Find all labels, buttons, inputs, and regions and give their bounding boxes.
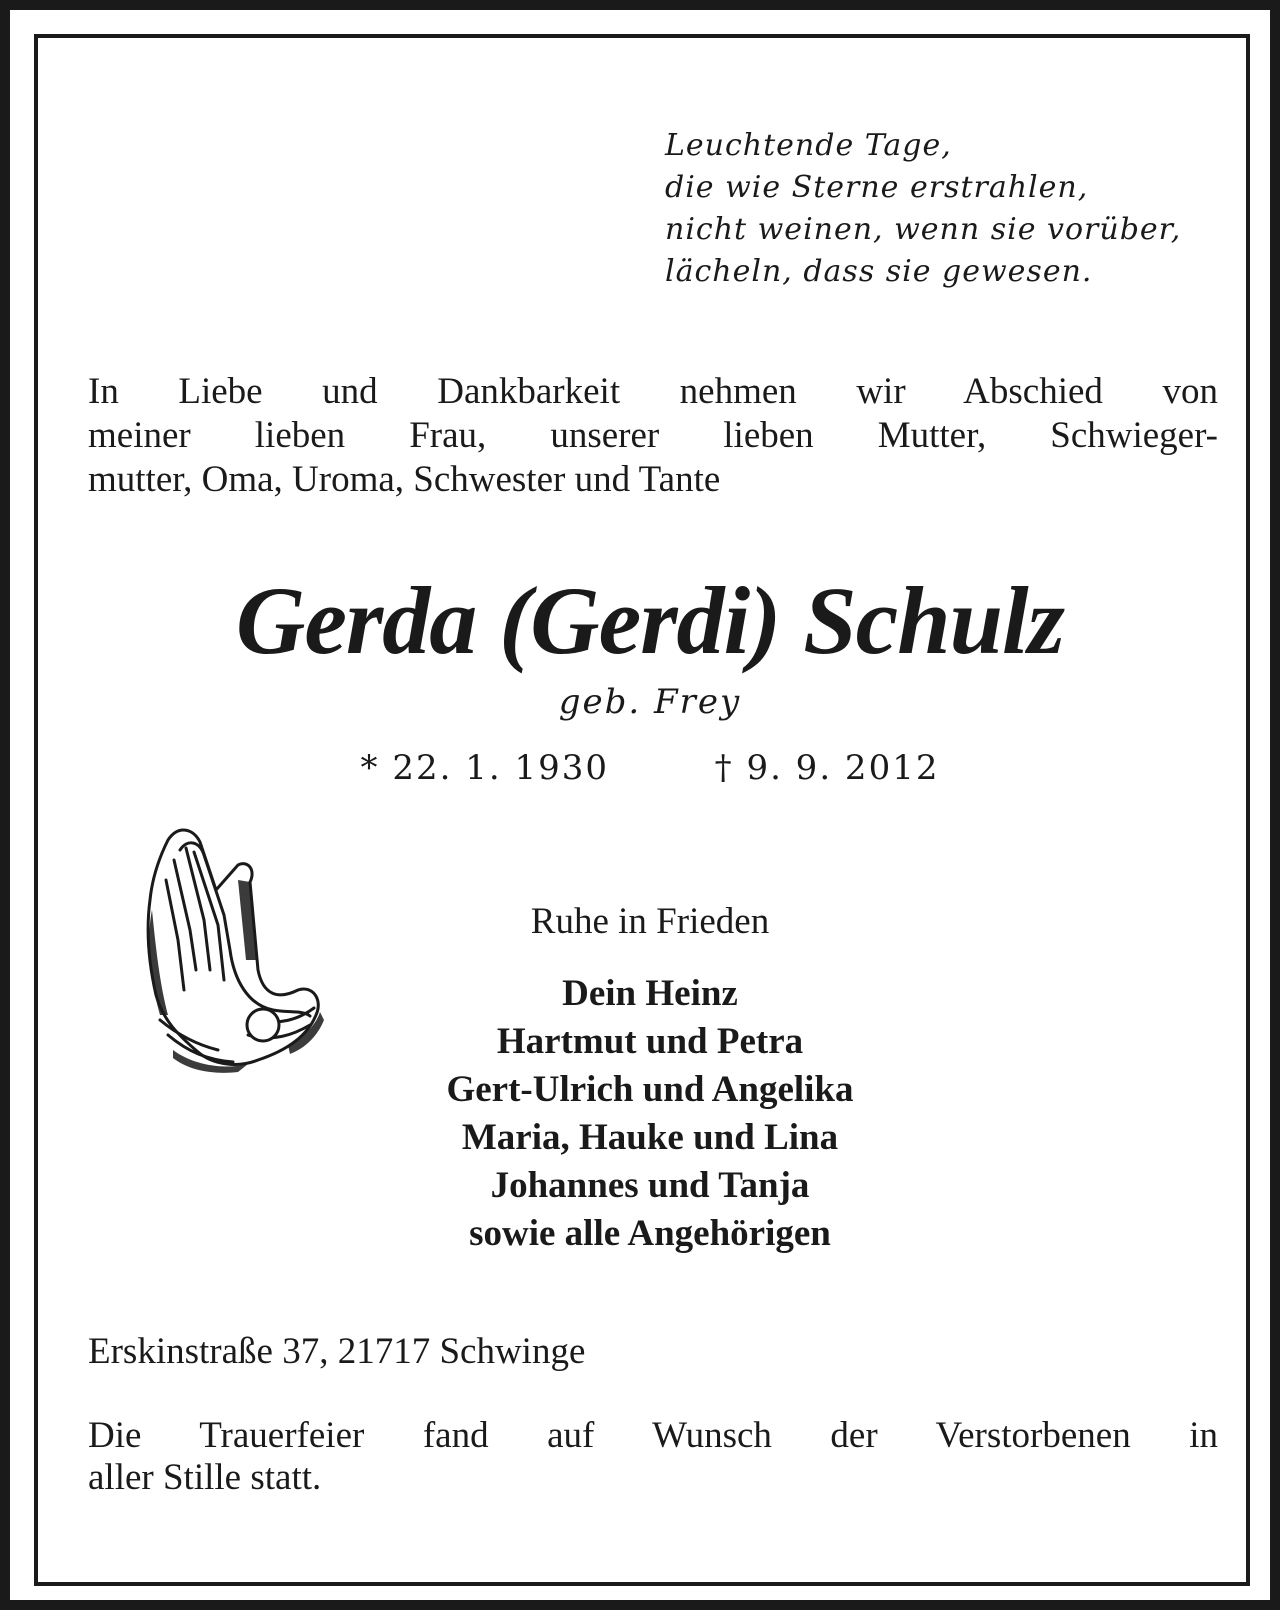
intro-line: meiner lieben Frau, unserer lieben Mutter, Schwieger- (88, 415, 1218, 456)
intro-line: mutter, Oma, Uroma, Schwester und Tante (88, 459, 721, 500)
family-member: sowie alle Angehörigen (469, 1213, 831, 1254)
poem-line: Leuchtende Tage, (665, 128, 952, 163)
farewell-text: Ruhe in Frieden (530, 901, 770, 942)
birth-name: geb. Frey (558, 682, 742, 722)
family-member: Hartmut und Petra (496, 1021, 804, 1062)
ceremony-note (88, 1415, 1218, 1499)
death-date: 9. 9. 2012 (746, 748, 940, 788)
poem-line: nicht weinen, wenn sie vorüber, (665, 212, 1182, 247)
death-symbol: † (714, 748, 734, 788)
intro-line: In Liebe und Dankbarkeit nehmen wir Abschied von (88, 371, 1218, 412)
poem-line: lächeln, dass sie gewesen. (665, 254, 1093, 289)
poem (665, 125, 1181, 293)
family-member: Gert-Ulrich und Angelika (446, 1069, 854, 1110)
intro-text (88, 370, 1218, 502)
address: Erskinstraße 37, 21717 Schwinge (88, 1331, 586, 1372)
birth-symbol: * (360, 748, 380, 788)
birth-date: 22. 1. 1930 (392, 748, 609, 788)
family-member: Johannes und Tanja (490, 1165, 810, 1206)
deceased-name: Gerda (Gerdi) Schulz (235, 567, 1064, 674)
life-dates (10, 748, 1280, 788)
ceremony-line: Die Trauerfeier fand auf Wunsch der Verstorbenen in (88, 1415, 1218, 1456)
family-member: Maria, Hauke und Lina (461, 1117, 839, 1158)
poem-line: die wie Sterne erstrahlen, (665, 170, 1089, 205)
family-list (10, 970, 1280, 1258)
family-member: Dein Heinz (562, 973, 738, 1014)
ceremony-line: aller Stille statt. (88, 1457, 322, 1498)
